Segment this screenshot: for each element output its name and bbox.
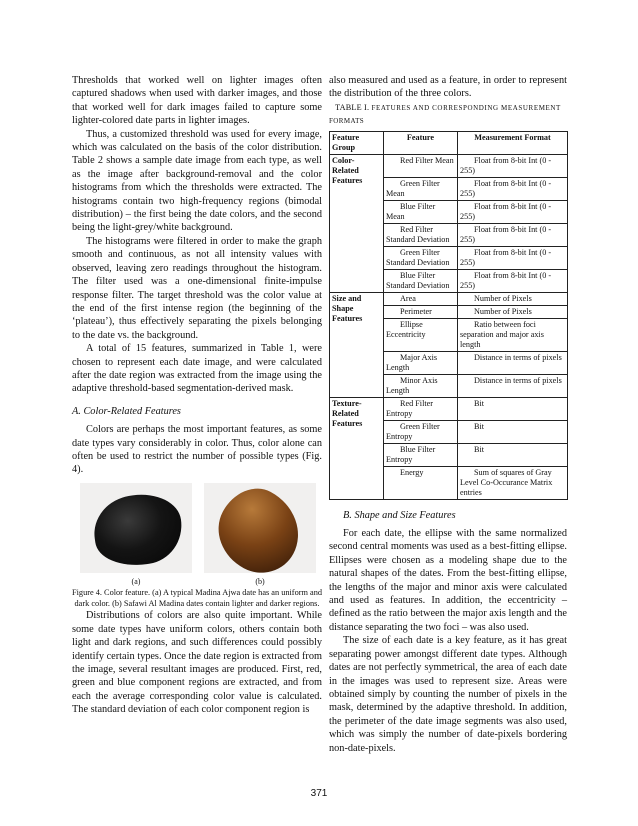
table-feature-cell: Minor Axis Length bbox=[384, 374, 458, 397]
table-feature-cell: Ellipse Eccentricity bbox=[384, 318, 458, 351]
table-title-text: FEATURES AND CORRESPONDING MEASUREMENT bbox=[371, 103, 561, 112]
table-feature-cell: Perimeter bbox=[384, 305, 458, 318]
table-format-cell: Sum of squares of Gray Level Co-Occurance Matrix entries bbox=[458, 466, 568, 499]
figure-label-b: (b) bbox=[255, 576, 265, 586]
table-feature-cell: Green Filter Standard Deviation bbox=[384, 246, 458, 269]
table-title-continued: FORMATS bbox=[329, 117, 365, 126]
table-feature-cell: Blue Filter Entropy bbox=[384, 443, 458, 466]
table-feature-cell: Energy bbox=[384, 466, 458, 499]
table-feature-cell: Red Filter Entropy bbox=[384, 397, 458, 420]
table-format-cell: Bit bbox=[458, 397, 568, 420]
table-number: TABLE I. bbox=[335, 102, 370, 112]
table-header-cell: Measurement Format bbox=[458, 131, 568, 154]
table-feature-cell: Red Filter Mean bbox=[384, 154, 458, 177]
paragraph: Thus, a customized threshold was used for every image, which was calculated on the basis of the color distribution. Table 2 shows a sample date image from each type, as well as the image after background-removal and the color histograms from which the thresholds were extracted. The histograms contain two high-frequency regions (bimodal distribution) – the first being the date colors, and the second being the light-grey/white background. bbox=[72, 128, 322, 234]
paragraph: The histograms were filtered in order to make the graph smooth and continuous, as not all intensity values with observed, leaving zero readings throughout the histogram. The filter used was a one-dimensional finite-impulse response filter. The target threshold was the color value at the end of the first intense region (the beginning of the ‘plateau’), thus effectively separating the pixels belonging to the date vs. the background. bbox=[72, 235, 322, 341]
table-feature-cell: Blue Filter Standard Deviation bbox=[384, 269, 458, 292]
table-feature-cell: Area bbox=[384, 292, 458, 305]
table-format-cell: Float from 8-bit Int (0 - 255) bbox=[458, 177, 568, 200]
table-header-cell: Feature Group bbox=[330, 131, 384, 154]
features-table bbox=[329, 131, 568, 500]
table-header-row bbox=[330, 131, 568, 154]
table-feature-cell: Blue Filter Mean bbox=[384, 200, 458, 223]
figure-image-a bbox=[80, 483, 192, 573]
table-format-cell: Float from 8-bit Int (0 - 255) bbox=[458, 269, 568, 292]
table-row bbox=[330, 292, 568, 305]
right-column bbox=[329, 74, 567, 755]
figure-label-a: (a) bbox=[131, 576, 141, 586]
left-column bbox=[72, 74, 322, 717]
paragraph: Colors are perhaps the most important features, as some date types vary considerably in color. Thus, color alone can often be used to restrict the number of possible types (Fig. 4). bbox=[72, 424, 322, 476]
table-format-cell: Number of Pixels bbox=[458, 292, 568, 305]
table-format-cell: Bit bbox=[458, 443, 568, 466]
table-format-cell: Float from 8-bit Int (0 - 255) bbox=[458, 154, 568, 177]
paragraph: For each date, the ellipse with the same normalized second central moments was used as a best-fitting ellipse. Ellipses were chosen as a modeling shape due to the natural shapes of the dates. From the best-fitting ellipse, the lengths of the major and minor axis were calculated and used as features. In addition, the eccentricity – defined as the ratio between the major axis length and the distance separating the two foci – was also used. bbox=[329, 528, 567, 633]
figure-sublabels bbox=[80, 575, 322, 588]
figure-caption: Figure 4. Color feature. (a) A typical Madina Ajwa date has an uniform and dark color. (b) Safawi Al Madina dates contain lighter and darker regions. bbox=[72, 588, 322, 608]
table-group-cell: Color-Related Features bbox=[330, 154, 384, 292]
table-header-cell: Feature bbox=[384, 131, 458, 154]
table-format-cell: Float from 8-bit Int (0 - 255) bbox=[458, 223, 568, 246]
table-feature-cell: Green Filter Entropy bbox=[384, 420, 458, 443]
table-feature-cell: Red Filter Standard Deviation bbox=[384, 223, 458, 246]
paragraph: The size of each date is a key feature, as it has great separating power amongst different date types. Although dates are not perfectly symmetrical, the area of each date in the images was used to represent size. Areas were obtained simply by counting the number of pixels in the mask, determined by the adaptive threshold. In addition, the perimeter of the date image segments was also used, which was simply the number of date-pixels bordering non-date-pixels. bbox=[329, 635, 567, 754]
paragraph: Distributions of colors are also quite important. While some date types have uniform colors, others contain both light and dark regions, and such differences could possibly identify certain types. Once the date region is extracted from the image, several resultant images are produced. First, red, green and blue component regions are extracted, and from each the average corresponding color value is calculated. The standard deviation of each color component region is bbox=[72, 610, 322, 716]
figure-4 bbox=[80, 483, 322, 588]
table-format-cell: Ratio between foci separation and major axis length bbox=[458, 318, 568, 351]
table-feature-cell: Green Filter Mean bbox=[384, 177, 458, 200]
paragraph: also measured and used as a feature, in order to represent the distribution of the three colors. bbox=[329, 75, 567, 100]
table-group-cell: Texture-Related Features bbox=[330, 397, 384, 499]
table-row bbox=[330, 154, 568, 177]
table-format-cell: Float from 8-bit Int (0 - 255) bbox=[458, 200, 568, 223]
figure-image-b bbox=[204, 483, 316, 573]
section-heading-a: A. Color-Related Features bbox=[72, 405, 181, 417]
table-group-cell: Size and Shape Features bbox=[330, 292, 384, 397]
table-format-cell: Number of Pixels bbox=[458, 305, 568, 318]
table-format-cell: Bit bbox=[458, 420, 568, 443]
table-format-cell: Distance in terms of pixels bbox=[458, 351, 568, 374]
table-title bbox=[329, 101, 567, 115]
table-format-cell: Float from 8-bit Int (0 - 255) bbox=[458, 246, 568, 269]
table-feature-cell: Major Axis Length bbox=[384, 351, 458, 374]
paragraph: Thresholds that worked well on lighter images often captured shadows when used with darker images, and those that worked well for dark images failed to capture some lighter-colored date parts in lighter images. bbox=[72, 75, 322, 127]
page-number: 371 bbox=[310, 788, 328, 799]
table-row bbox=[330, 397, 568, 420]
section-heading-b: B. Shape and Size Features bbox=[343, 509, 456, 521]
table-format-cell: Distance in terms of pixels bbox=[458, 374, 568, 397]
paragraph: A total of 15 features, summarized in Table 1, were chosen to represent each date image, and were calculated after the date region was extracted from the image using the adaptive threshold-based segmentation-derived mask. bbox=[72, 343, 322, 395]
